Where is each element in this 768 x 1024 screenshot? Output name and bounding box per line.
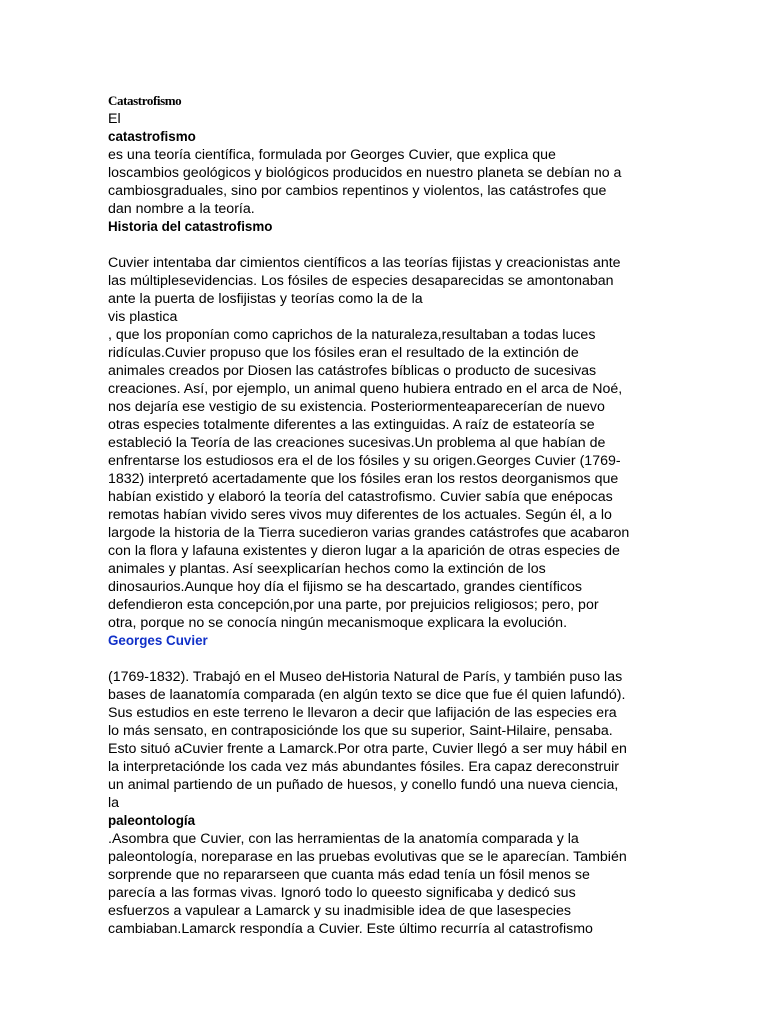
text-line: loscambios geológicos y biológicos producidos en nuestro planeta se debían no a: [108, 165, 622, 181]
text-line: la interpretaciónde los cada vez más abundantes fósiles. Era capaz dereconstruir: [108, 759, 620, 775]
cuvier-term: paleontología: [108, 813, 196, 828]
intro-pre: El: [108, 111, 121, 127]
text-line: un animal partiendo de un puñado de huesos, y conello fundó una nueva ciencia,: [108, 777, 619, 793]
intro-paragraph: [108, 146, 668, 218]
text-line: Cuvier intentaba dar cimientos científicos a las teorías fijistas y creacionistas ante: [108, 255, 621, 271]
spacer: [108, 236, 668, 254]
document-title: Catastrofismo: [108, 93, 182, 108]
text-line: la: [108, 795, 120, 811]
text-line: 1832) interpretó acertadamente que los fósiles eran los restos deorganismos que: [108, 471, 619, 487]
text-line: estableció la Teoría de las creaciones sucesivas.Un problema al que habían de: [108, 435, 606, 451]
text-line: parecía a las formas vivas. Ignoró todo lo queesto significaba y dedicó sus: [108, 885, 576, 901]
text-line: enfrentarse los estudiosos era el de los fósiles y su origen.Georges Cuvier (1769-: [108, 453, 621, 469]
text-line: dinosaurios.Aunque hoy día el fijismo se ha descartado, grandes científicos: [108, 579, 582, 595]
text-line: lo más sensato, en contraposiciónde los que su superior, Saint-Hilaire, pensaba.: [108, 723, 613, 739]
text-line: otras especies totalmente diferentes a las extinguidas. A raíz de estateoría se: [108, 417, 595, 433]
text-line: cambiaban.Lamarck respondía a Cuvier. Este último recurría al catastrofismo: [108, 921, 593, 937]
text-line: sorprende que no repararseen que cuanta más edad tenía un fósil menos se: [108, 867, 590, 883]
text-line: creaciones. Así, por ejemplo, un animal queno hubiera entrado en el arca de Noé,: [108, 381, 623, 397]
text-line: Sus estudios en este terreno le llevaron a decir que lafijación de las especies era: [108, 705, 617, 721]
history-heading: Historia del catastrofismo: [108, 219, 273, 234]
text-line: largode la historia de la Tierra sucedieron varias grandes catástrofes que acabaron: [108, 525, 630, 541]
text-line: animales y plantas. Así seexplicarían hechos como la extinción de los: [108, 561, 546, 577]
history-paragraph-a: [108, 254, 668, 308]
text-line: remotas habían vivido seres vivos muy diferentes de los actuales. Según él, a lo: [108, 507, 612, 523]
intro-term: catastrofismo: [108, 129, 196, 144]
text-line: cambiosgraduales, sino por cambios repentinos y violentos, las catástrofes que: [108, 183, 607, 199]
text-line: es una teoría científica, formulada por Georges Cuvier, que explica que: [108, 147, 556, 163]
text-line: Esto situó aCuvier frente a Lamarck.Por otra parte, Cuvier llegó a ser muy hábil en: [108, 741, 627, 757]
document-page: [108, 92, 668, 938]
text-line: esfuerzos a vapulear a Lamarck y su inadmisible idea de que lasespecies: [108, 903, 571, 919]
history-term: vis plastica: [108, 309, 178, 325]
text-line: las múltiplesevidencias. Los fósiles de especies desaparecidas se amontonaban: [108, 273, 614, 289]
text-line: dan nombre a la teoría.: [108, 201, 255, 217]
text-line: , que los proponían como caprichos de la naturaleza,resultaban a todas luces: [108, 327, 596, 343]
text-line: defendieron esta concepción,por una parte, por prejuicios religiosos; pero, por: [108, 597, 599, 613]
spacer: [108, 650, 668, 668]
text-line: bases de laanatomía comparada (en algún texto se dice que fue él quien lafundó).: [108, 687, 626, 703]
text-line: otra, porque no se conocía ningún mecanismoque explicara la evolución.: [108, 615, 568, 631]
text-line: nos dejaría ese vestigio de su existencia. Posteriormenteaparecerían de nuevo: [108, 399, 605, 415]
cuvier-paragraph-a: [108, 668, 668, 812]
text-line: animales creados por Diosen las catástrofes bíblicas o producto de sucesivas: [108, 363, 597, 379]
text-line: ante la puerta de losfijistas y teorías como la de la: [108, 291, 423, 307]
text-line: .Asombra que Cuvier, con las herramientas de la anatomía comparada y la: [108, 831, 579, 847]
text-line: (1769-1832). Trabajó en el Museo deHistoria Natural de París, y también puso las: [108, 669, 623, 685]
text-line: con la flora y lafauna existentes y dieron lugar a la aparición de otras especies de: [108, 543, 620, 559]
history-paragraph-b: [108, 326, 668, 632]
cuvier-heading: Georges Cuvier: [108, 633, 208, 648]
text-line: paleontología, noreparase en las pruebas evolutivas que se le aparecían. También: [108, 849, 627, 865]
text-line: ridículas.Cuvier propuso que los fósiles eran el resultado de la extinción de: [108, 345, 579, 361]
text-line: habían existido y elaboró la teoría del catastrofismo. Cuvier sabía que enépocas: [108, 489, 613, 505]
cuvier-paragraph-b: [108, 830, 668, 938]
